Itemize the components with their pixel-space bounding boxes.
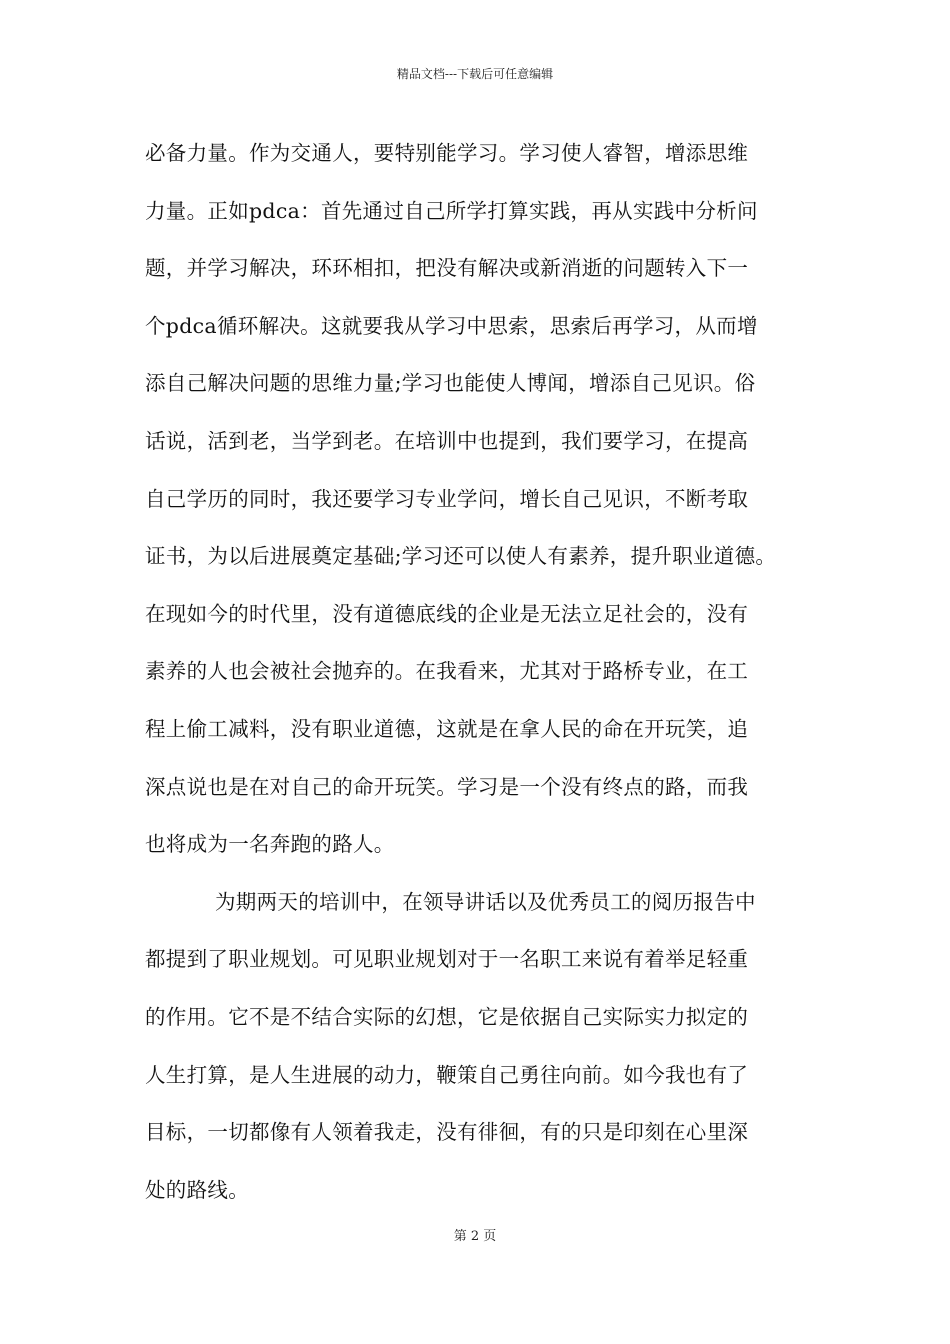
paragraph-1-line-6: 话说，活到老，当学到老。在培训中也提到，我们要学习，在提高 bbox=[145, 428, 749, 453]
paragraph-1-line-13: 也将成为一名奔跑的路人。 bbox=[145, 832, 395, 857]
paragraph-1-line-4: 个pdca循环解决。这就要我从学习中思索，思索后再学习，从而增 bbox=[145, 313, 758, 338]
paragraph-2-line-4: 人生打算，是人生进展的动力，鞭策自己勇往向前。如今我也有了 bbox=[145, 1062, 749, 1087]
paragraph-1-line-1: 必备力量。作为交通人，要特别能学习。学习使人睿智，增添思维 bbox=[145, 141, 749, 165]
paragraph-2-line-6: 处的路线。 bbox=[145, 1177, 249, 1202]
paragraph-1-line-8: 证书，为以后进展奠定基础;学习还可以使人有素养，提升职业道德。 bbox=[145, 544, 777, 569]
paragraph-2-line-2: 都提到了职业规划。可见职业规划对于一名职工来说有着举足轻重 bbox=[145, 947, 749, 972]
paragraph-1-line-9: 在现如今的时代里，没有道德底线的企业是无法立足社会的，没有 bbox=[145, 601, 749, 626]
paragraph-1-line-12: 深点说也是在对自己的命开玩笑。学习是一个没有终点的路，而我 bbox=[145, 774, 749, 799]
paragraph-2-line-3: 的作用。它不是不结合实际的幻想，它是依据自己实际实力拟定的 bbox=[145, 1004, 749, 1029]
document-body bbox=[145, 133, 805, 1227]
page-number: 第 2 页 bbox=[453, 1229, 497, 1244]
paragraph-1-line-3: 题，并学习解决，环环相扣，把没有解决或新消逝的问题转入下一 bbox=[145, 256, 749, 281]
paragraph-1-line-11: 程上偷工减料，没有职业道德，这就是在拿人民的命在开玩笑，追 bbox=[145, 716, 749, 741]
paragraph-1-line-2: 力量。正如pdca：首先通过自己所学打算实践，再从实践中分析问 bbox=[145, 198, 758, 223]
page-header: 精品文档---下载后可任意编辑 bbox=[396, 67, 554, 81]
paragraph-2-line-5: 目标，一切都像有人领着我走，没有徘徊，有的只是印刻在心里深 bbox=[145, 1120, 749, 1145]
paragraph-1-line-5: 添自己解决问题的思维力量;学习也能使人博闻，增添自己见识。俗 bbox=[145, 371, 756, 396]
paragraph-1-line-10: 素养的人也会被社会抛弃的。在我看来，尤其对于路桥专业，在工 bbox=[145, 659, 749, 684]
paragraph-2-line-1: 为期两天的培训中，在领导讲话以及优秀员工的阅历报告中 bbox=[215, 889, 756, 914]
paragraph-1-line-7: 自己学历的同时，我还要学习专业学问，增长自己见识，不断考取 bbox=[145, 486, 749, 511]
